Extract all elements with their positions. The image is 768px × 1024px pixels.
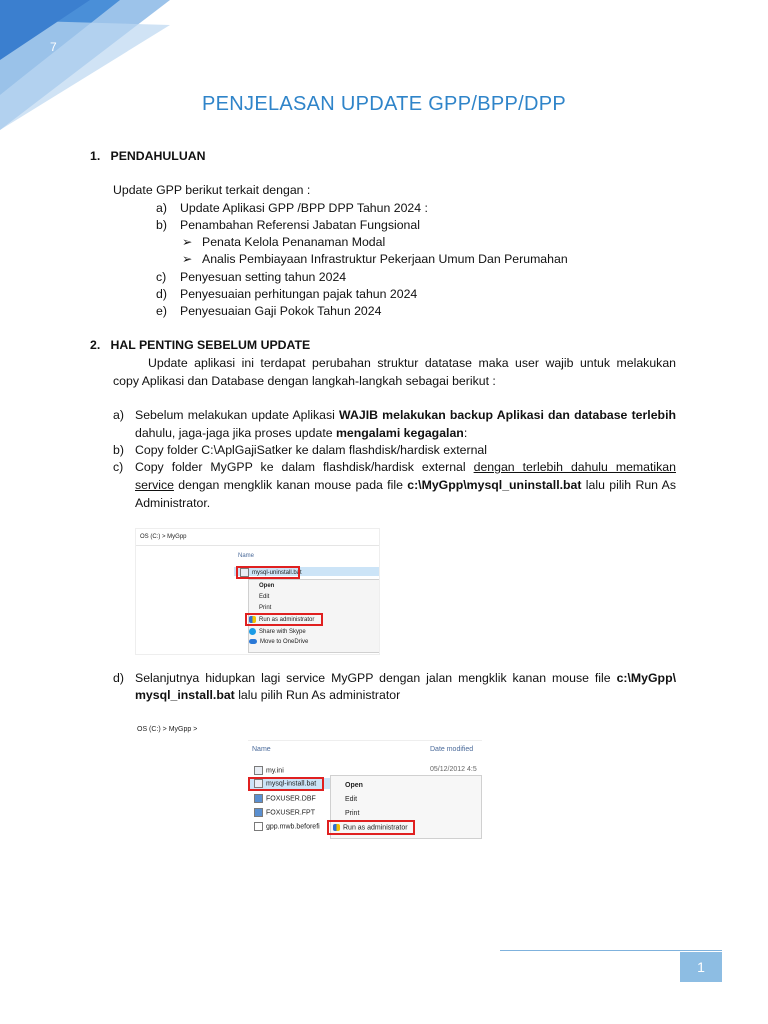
column-header-date: Date modified	[430, 746, 474, 753]
item-text: Update Aplikasi GPP /BPP DPP Tahun 2024 :	[180, 201, 428, 215]
file-name: mysql-uninstall.bat	[252, 570, 302, 577]
step-d-bold2: mysql_install.bat	[135, 688, 235, 702]
menu-item-label: Move to OneDrive	[260, 639, 309, 646]
explorer-screenshot-uninstall	[135, 528, 380, 655]
section1-item-b	[156, 217, 742, 235]
corner-page-index: 7	[50, 40, 57, 54]
step-c-line2	[135, 477, 676, 495]
item-label: e)	[156, 304, 167, 318]
step-d-text2: lalu pilih Run As administrator	[234, 688, 401, 702]
section1-item-d	[156, 286, 742, 304]
explorer-screenshot-install	[134, 720, 482, 840]
step-a-text3: :	[463, 426, 468, 440]
step-b-text: Copy folder C:\AplGajiSatker ke dalam flashdisk/hardisk external	[135, 443, 487, 457]
menu-item-share-skype	[249, 628, 306, 635]
dbf-file-icon	[254, 794, 263, 803]
section2-para-line2: copy Aplikasi dan Database dengan langkah-langkah sebagai berikut :	[113, 374, 496, 388]
menu-item-onedrive	[249, 639, 308, 645]
step-d-text: Selanjutnya hidupkan lagi service MyGPP dengan jalan mengklik kanan mouse file	[135, 671, 617, 685]
breadcrumb: OS (C:) > MyGpp	[140, 534, 187, 540]
file-name: my.ini	[266, 767, 284, 775]
highlight-box-run-as-admin	[245, 613, 323, 626]
step-d-label: d)	[113, 671, 124, 685]
file-icon	[254, 822, 263, 831]
item-label: b)	[156, 218, 167, 232]
file-name: mysql-install.bat	[266, 780, 317, 788]
step-c-line1	[135, 459, 676, 477]
item-text: Penyesuan setting tahun 2024	[180, 270, 347, 284]
menu-item-open: Open	[345, 782, 363, 789]
page-title: PENJELASAN UPDATE GPP/BPP/DPP	[202, 93, 566, 115]
subitem-text: Penata Kelola Penanaman Modal	[202, 235, 386, 249]
step-c-label: c)	[113, 460, 124, 474]
step-c-line3: Administrator.	[135, 496, 211, 510]
highlight-box-file	[248, 777, 324, 791]
item-text: Penambahan Referensi Jabatan Fungsional	[180, 218, 420, 232]
column-header-name: Name	[252, 746, 271, 753]
file-name: gpp.mwb.beforefi	[266, 823, 320, 831]
step-a-bold2: mengalami kegagalan	[336, 426, 464, 440]
section2-para-line1: Update aplikasi ini terdapat perubahan struktur datatase maka user wajib untuk melakukan	[148, 356, 676, 370]
step-d-line1	[135, 670, 676, 688]
menu-item-open: Open	[259, 583, 275, 589]
section1-item-c	[156, 269, 742, 287]
divider	[248, 740, 482, 741]
divider	[136, 545, 379, 546]
step-c-underline2: service	[135, 478, 174, 492]
highlight-box-run-as-admin	[327, 820, 415, 835]
column-header-name: Name	[238, 553, 255, 559]
step-d-line2	[135, 687, 721, 705]
step-a-bold: WAJIB melakukan backup Aplikasi dan database terlebih	[339, 408, 676, 422]
file-row	[254, 808, 315, 817]
footer-page-number: 1	[680, 952, 722, 982]
cloud-icon	[249, 639, 257, 644]
section1-heading: 1. PENDAHULUAN	[90, 149, 206, 163]
menu-item-edit: Edit	[259, 594, 270, 600]
step-b-label: b)	[113, 443, 124, 457]
file-row	[254, 794, 316, 803]
section2-heading: 2. HAL PENTING SEBELUM UPDATE	[90, 338, 311, 352]
file-date: 05/12/2012 4:5	[430, 766, 477, 773]
item-text: Penyesuaian perhitungan pajak tahun 2024	[180, 287, 418, 301]
item-label: a)	[156, 201, 167, 215]
menu-item-label: Run as administrator	[259, 617, 315, 624]
step-a-line1	[135, 407, 676, 425]
file-row	[254, 822, 320, 831]
arrow-bullet-icon: ➢	[182, 235, 193, 249]
step-c-text3: lalu pilih Run As	[581, 478, 676, 492]
item-label: d)	[156, 287, 167, 301]
subitem-text: Analis Pembiayaan Infrastruktur Pekerjaan Umum Dan Perumahan	[202, 252, 568, 266]
step-a-text: Sebelum melakukan update Aplikasi	[135, 408, 340, 422]
file-row	[254, 766, 284, 775]
section1-item-a	[156, 200, 742, 218]
menu-item-label: Share with Skype	[259, 629, 306, 636]
step-c-underline: dengan terlebih dahulu mematikan	[473, 460, 676, 474]
breadcrumb: OS (C:) > MyGpp >	[137, 726, 198, 733]
item-text: Penyesuaian Gaji Pokok Tahun 2024	[180, 304, 382, 318]
menu-item-label: Run as administrator	[343, 824, 408, 832]
ini-file-icon	[254, 766, 263, 775]
item-label: c)	[156, 270, 167, 284]
step-d-bold: c:\MyGpp\	[616, 671, 676, 685]
arrow-bullet-icon: ➢	[182, 252, 193, 266]
section1-item-e	[156, 303, 742, 321]
step-c-text: Copy folder MyGPP ke dalam flashdisk/hardisk external	[135, 460, 474, 474]
step-a-label: a)	[113, 408, 124, 422]
section1-subitem-1	[182, 234, 768, 252]
section1-subitem-2	[182, 251, 768, 269]
footer-line	[500, 950, 722, 951]
menu-item-print: Print	[259, 605, 272, 611]
skype-icon	[249, 628, 256, 635]
section1-intro: Update GPP berikut terkait dengan :	[113, 183, 311, 197]
step-c-text2: dengan mengklik kanan mouse pada file	[173, 478, 408, 492]
step-c-bold: c:\MyGpp\mysql_uninstall.bat	[407, 478, 582, 492]
step-a-text2: dahulu, jaga-jaga jika proses update	[135, 426, 336, 440]
file-name: FOXUSER.DBF	[266, 795, 316, 803]
highlight-box-file	[236, 566, 300, 579]
fpt-file-icon	[254, 808, 263, 817]
menu-item-print: Print	[345, 810, 360, 817]
step-a-line2	[135, 425, 721, 443]
file-name: FOXUSER.FPT	[266, 809, 316, 817]
menu-item-edit: Edit	[345, 796, 358, 803]
